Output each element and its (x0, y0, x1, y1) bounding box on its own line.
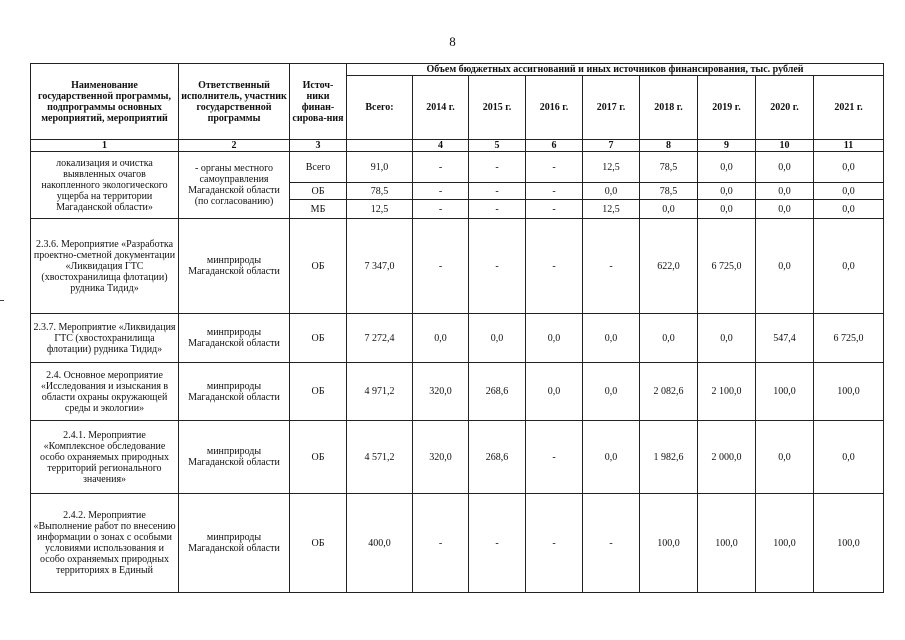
column-number: 4 (413, 140, 469, 152)
page-number: 8 (449, 34, 456, 49)
row-executor: - органы местного самоуправления Магаданской области (по согласованию) (179, 152, 290, 219)
header-year: 2015 г. (469, 76, 526, 140)
value-cell: 0,0 (583, 421, 640, 494)
value-cell: 78,5 (640, 183, 698, 200)
value-cell: 6 725,0 (698, 219, 756, 314)
value-cell: 0,0 (756, 421, 814, 494)
table-row (31, 363, 884, 421)
value-cell: 78,5 (640, 152, 698, 183)
value-cell: - (526, 494, 583, 593)
value-cell: 2 000,0 (698, 421, 756, 494)
value-cell: 6 725,0 (814, 314, 884, 363)
value-cell: 320,0 (413, 363, 469, 421)
value-cell: - (469, 183, 526, 200)
value-cell: 0,0 (756, 200, 814, 219)
value-cell: 12,5 (583, 152, 640, 183)
value-cell: 12,5 (347, 200, 413, 219)
value-cell: 547,4 (756, 314, 814, 363)
column-number: 5 (469, 140, 526, 152)
header-name: Наименование государственной программы, подпрограммы основных мероприятий, мероприятий (31, 64, 179, 140)
header-year: 2021 г. (814, 76, 884, 140)
row-name: 2.3.6. Мероприятие «Разработка проектно-сметной документации «Ликвидация ГТС (хвостохранилища флотации) рудника Тидид» (31, 219, 179, 314)
table-row (31, 494, 884, 593)
column-number: 9 (698, 140, 756, 152)
value-cell: - (583, 219, 640, 314)
value-cell: 622,0 (640, 219, 698, 314)
row-executor: минприроды Магаданской области (179, 421, 290, 494)
value-cell: - (526, 152, 583, 183)
row-executor: минприроды Магаданской области (179, 363, 290, 421)
value-cell: 0,0 (756, 183, 814, 200)
value-cell: 0,0 (814, 183, 884, 200)
value-cell: - (413, 219, 469, 314)
value-cell: - (413, 200, 469, 219)
row-name: 2.4.1. Мероприятие «Комплексное обследование особо охраняемых природных территорий регионального значения» (31, 421, 179, 494)
header-year: 2014 г. (413, 76, 469, 140)
header-year: 2016 г. (526, 76, 583, 140)
row-source: ОБ (290, 183, 347, 200)
value-cell: 0,0 (583, 314, 640, 363)
value-cell: - (526, 421, 583, 494)
value-cell: 0,0 (814, 152, 884, 183)
header-executor: Ответственный исполнитель, участник государственной программы (179, 64, 290, 140)
value-cell: 0,0 (583, 363, 640, 421)
value-cell: - (469, 494, 526, 593)
row-source: ОБ (290, 494, 347, 593)
column-number: 2 (179, 140, 290, 152)
value-cell: 0,0 (814, 200, 884, 219)
value-cell: 0,0 (756, 152, 814, 183)
value-cell: 0,0 (413, 314, 469, 363)
value-cell: - (469, 219, 526, 314)
value-cell: 2 082,6 (640, 363, 698, 421)
header-year: 2019 г. (698, 76, 756, 140)
value-cell: - (583, 494, 640, 593)
value-cell: - (469, 152, 526, 183)
header-volume: Объем бюджетных ассигнований и иных источников финансирования, тыс. рублей (347, 64, 884, 76)
row-source: ОБ (290, 314, 347, 363)
value-cell: - (413, 152, 469, 183)
header-year: 2020 г. (756, 76, 814, 140)
value-cell: 0,0 (756, 219, 814, 314)
value-cell: 268,6 (469, 421, 526, 494)
value-cell: 0,0 (698, 152, 756, 183)
value-cell: 100,0 (814, 363, 884, 421)
row-name: 2.4.2. Мероприятие «Выполнение работ по внесению информации о зонах с особыми условиями использования и особо охраняемых природных территориях в Единый (31, 494, 179, 593)
row-source: ОБ (290, 219, 347, 314)
value-cell: 0,0 (640, 314, 698, 363)
value-cell: 0,0 (526, 363, 583, 421)
value-cell: 100,0 (756, 494, 814, 593)
row-executor: минприроды Магаданской области (179, 314, 290, 363)
header-source: Источ-ники финан-сирова-ния (290, 64, 347, 140)
table-row (31, 152, 884, 183)
budget-table (30, 63, 884, 593)
value-cell: 7 347,0 (347, 219, 413, 314)
column-number: 7 (583, 140, 640, 152)
value-cell: 100,0 (756, 363, 814, 421)
value-cell: 100,0 (698, 494, 756, 593)
column-number (347, 140, 413, 152)
value-cell: 0,0 (640, 200, 698, 219)
value-cell: 0,0 (814, 421, 884, 494)
row-executor: минприроды Магаданской области (179, 219, 290, 314)
value-cell: 91,0 (347, 152, 413, 183)
left-edge-mark (0, 300, 4, 301)
value-cell: - (413, 494, 469, 593)
value-cell: 0,0 (698, 200, 756, 219)
column-number: 3 (290, 140, 347, 152)
column-number: 11 (814, 140, 884, 152)
column-number: 10 (756, 140, 814, 152)
value-cell: 12,5 (583, 200, 640, 219)
value-cell: 400,0 (347, 494, 413, 593)
value-cell: 0,0 (469, 314, 526, 363)
row-source: МБ (290, 200, 347, 219)
value-cell: 100,0 (814, 494, 884, 593)
row-executor: минприроды Магаданской области (179, 494, 290, 593)
value-cell: 78,5 (347, 183, 413, 200)
value-cell: 4 571,2 (347, 421, 413, 494)
column-number: 6 (526, 140, 583, 152)
table-row (31, 421, 884, 494)
value-cell: 320,0 (413, 421, 469, 494)
value-cell: 1 982,6 (640, 421, 698, 494)
row-source: ОБ (290, 363, 347, 421)
value-cell: - (469, 200, 526, 219)
value-cell: 0,0 (526, 314, 583, 363)
value-cell: 7 272,4 (347, 314, 413, 363)
value-cell: 100,0 (640, 494, 698, 593)
value-cell: 0,0 (583, 183, 640, 200)
column-number: 1 (31, 140, 179, 152)
value-cell: 0,0 (698, 183, 756, 200)
row-name: 2.4. Основное мероприятие «Исследования и изыскания в области охраны окружающей среды и экологии» (31, 363, 179, 421)
value-cell: 4 971,2 (347, 363, 413, 421)
value-cell: - (526, 200, 583, 219)
header-year: 2017 г. (583, 76, 640, 140)
value-cell: 0,0 (814, 219, 884, 314)
value-cell: - (526, 219, 583, 314)
value-cell: - (526, 183, 583, 200)
row-source: Всего (290, 152, 347, 183)
column-number: 8 (640, 140, 698, 152)
header-total: Всего: (347, 76, 413, 140)
value-cell: 0,0 (698, 314, 756, 363)
table-row (31, 219, 884, 314)
table-row (31, 314, 884, 363)
row-name: локализация и очистка выявленных очагов накопленного экологического ущерба на территории Магаданской области» (31, 152, 179, 219)
value-cell: 2 100,0 (698, 363, 756, 421)
value-cell: - (413, 183, 469, 200)
value-cell: 268,6 (469, 363, 526, 421)
row-name: 2.3.7. Мероприятие «Ликвидация ГТС (хвостохранилища флотации) рудника Тидид» (31, 314, 179, 363)
header-year: 2018 г. (640, 76, 698, 140)
row-source: ОБ (290, 421, 347, 494)
